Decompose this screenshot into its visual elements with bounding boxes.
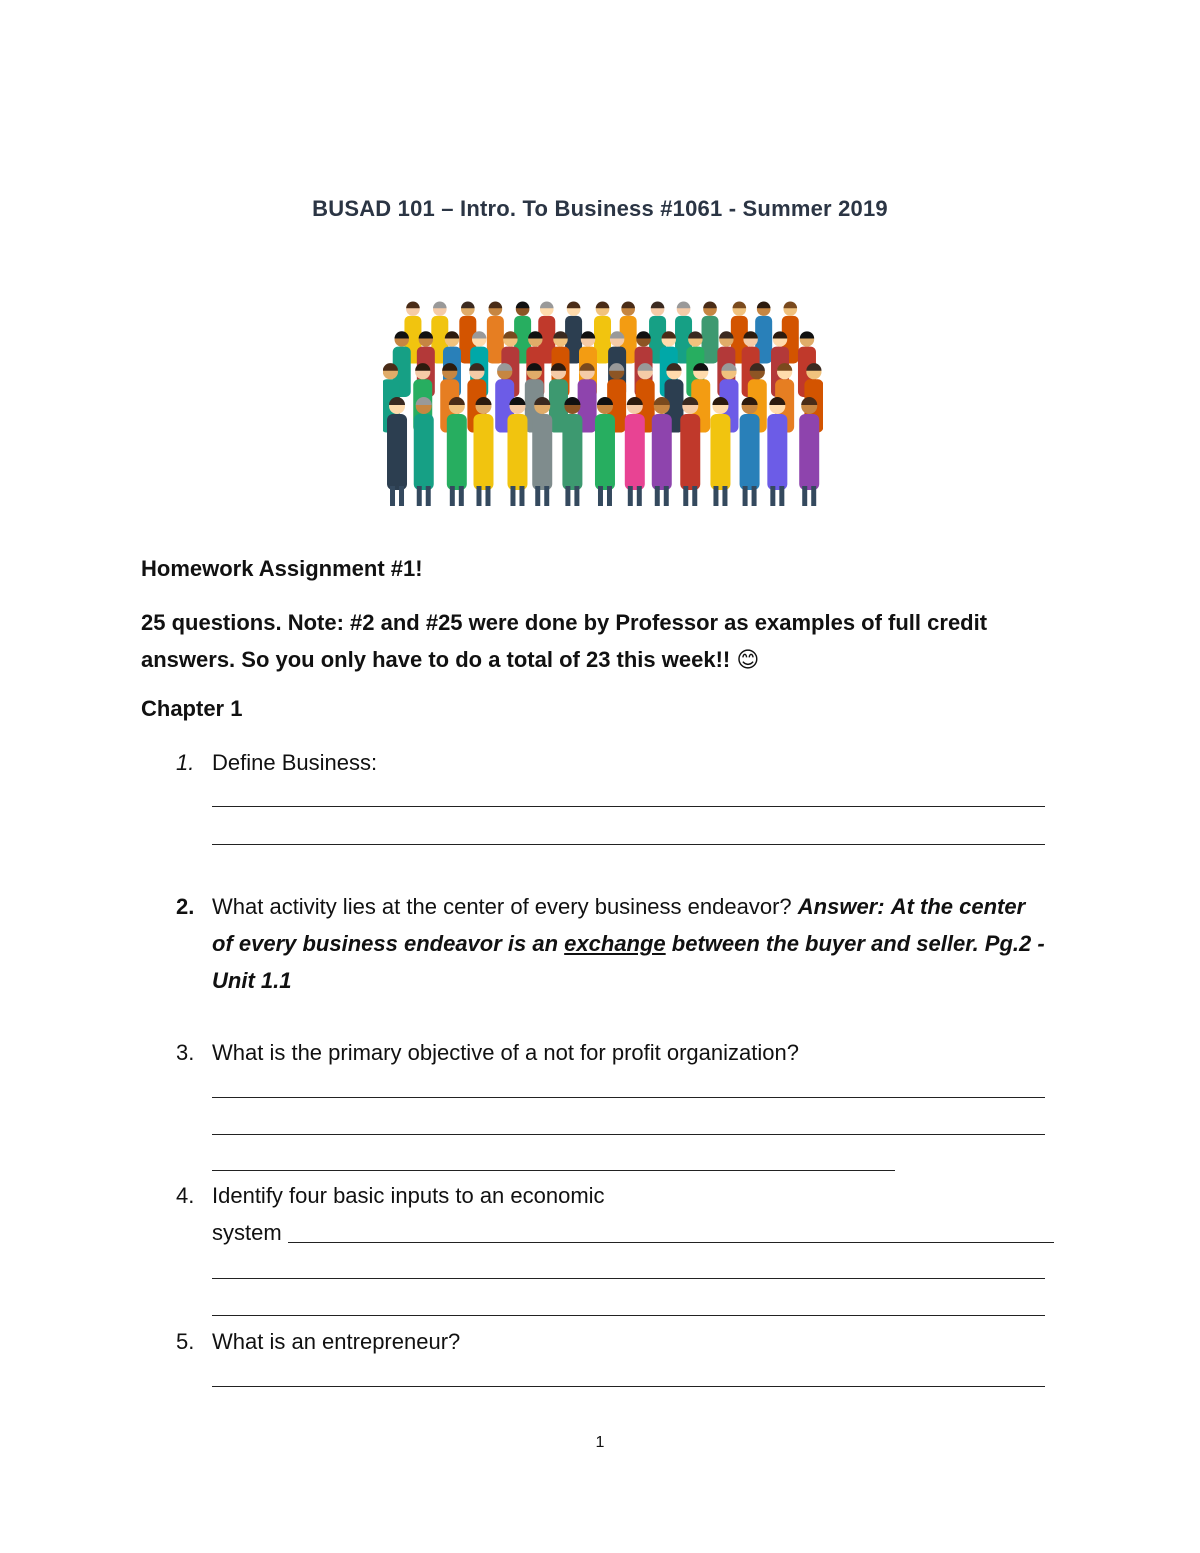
answer-keyword: exchange xyxy=(564,931,666,956)
question-prompt: What activity lies at the center of every business endeavor? xyxy=(212,894,792,919)
answer-line xyxy=(212,1386,1045,1387)
answer-line xyxy=(212,1097,1045,1098)
question-text: What is the primary objective of a not for profit organization? xyxy=(212,1040,799,1065)
question-text: Define Business: xyxy=(212,750,378,775)
chapter-title: Chapter 1 xyxy=(141,696,243,721)
question-number: 5. xyxy=(176,1329,195,1354)
answer-line xyxy=(212,1278,1045,1279)
answer-line xyxy=(212,806,1045,807)
crowd-person xyxy=(487,301,504,363)
question-number: 3. xyxy=(176,1040,195,1065)
question-text: What is an entrepreneur? xyxy=(212,1329,461,1354)
answer-line xyxy=(212,844,1045,845)
question-text-line1: Identify four basic inputs to an economic xyxy=(212,1183,605,1208)
page-number: 1 xyxy=(595,1434,605,1451)
answer-line xyxy=(212,1134,1045,1135)
assignment-title: Homework Assignment #1! xyxy=(141,556,423,581)
answer-line xyxy=(212,1170,895,1171)
question-text xyxy=(212,1177,1052,1251)
question-number: 4. xyxy=(176,1183,195,1208)
answer-text: At the center of every business endeavor is an xyxy=(212,894,1026,956)
crowd-illustration xyxy=(383,282,823,506)
answer-line xyxy=(212,1315,1045,1316)
answer-text-end: between the buyer and seller. Pg.2 -Unit 1.1 xyxy=(212,931,1045,993)
question-number: 2. xyxy=(176,894,195,919)
question-text xyxy=(212,888,1052,999)
question-number: 1. xyxy=(176,750,195,775)
answer-label: Answer: xyxy=(797,894,885,919)
course-title: BUSAD 101 – Intro. To Business #1061 - Summer 2019 xyxy=(312,196,888,221)
question-text-line2: system xyxy=(212,1220,282,1245)
assignment-note: 25 questions. Note: #2 and #25 were done by Professor as examples of full credit answers. So you only have to do a total of 23 this week!! 😊 xyxy=(141,610,988,672)
answer-line xyxy=(288,1242,1054,1243)
